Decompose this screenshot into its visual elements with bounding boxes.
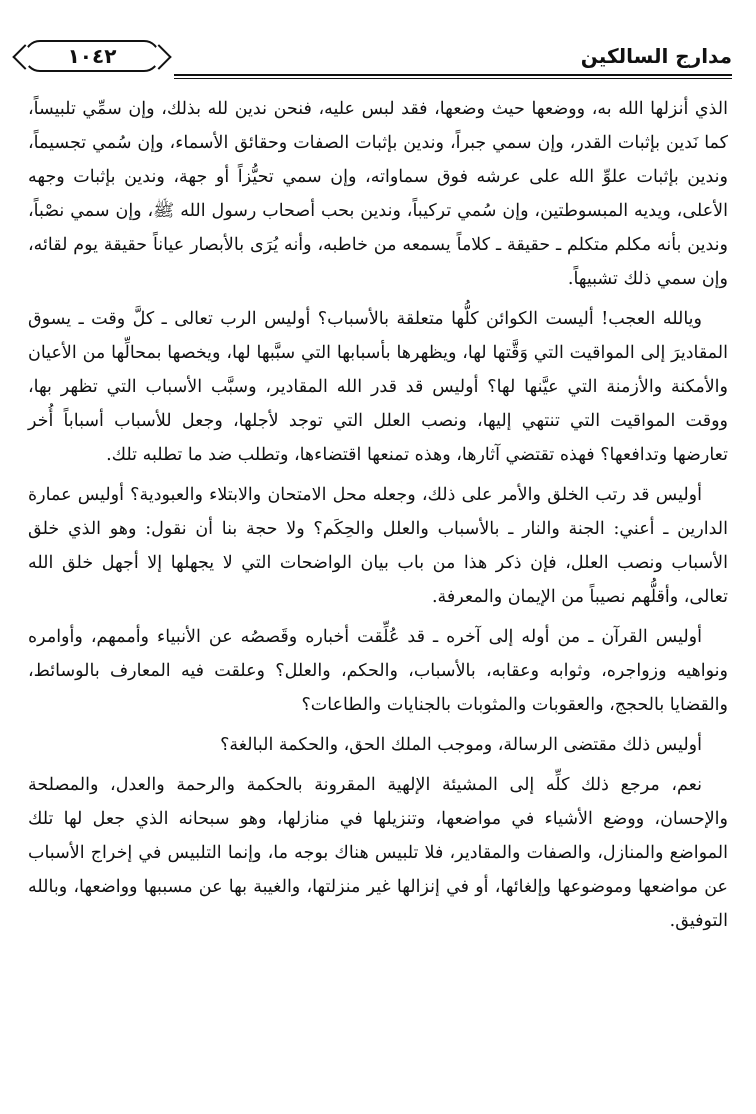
paragraph: ويالله العجب! أليست الكوائن كلُّها متعلقة بالأسباب؟ أوليس الرب تعالى ـ كلَّ وقت ـ يسوق المقاديرَ إلى المواقيت التي وَقَّتها لها، ويظهرها بأسبابها التي سبَّبها لها، ويخصها بمحالِّها من الأعيان والأمكنة والأزمنة التي عيَّنها لها؟ أوليس قد قدر الله المقادير، وسبَّب الأسباب التي تظهر بها، ووقت المواقيت التي تنتهي إليها، ونصب العلل التي توجد لأجلها، وجعل للأسباب أسباباً أُخر تعارضها وتدافعها؟ فهذه تقتضي آثارها، وهذه تمنعها اقتضاءها، وتطلب ضد ما تطلبه تلك. (28, 309, 728, 465)
paragraph: أوليس ذلك مقتضى الرسالة، وموجب الملك الحق، والحكمة البالغة؟ (220, 735, 702, 755)
paragraph: الذي أنزلها الله به، ووضعها حيث وضعها، فقد لبس عليه، فنحن ندين لله بذلك، وإن سمِّي تلبيساً، كما نَدين بإثبات القدر، وإن سمي جبراً، وندين بإثبات الصفات وحقائق الأسماء، وإن سُمي تجسيماً، وندين بإثبات علوِّ الله على عرشه فوق سماواته، وإن سمي تحيُّزاً أو جهة، وندين بإثبات وجهه الأعلى، ويديه المبسوطتين، وإن سُمي تركيباً، وندين بحب أصحاب رسول الله ﷺ، وإن سمي نصْباً، وندين بأنه مكلم متكلم ـ حقيقة ـ كلاماً يسمعه من خاطبه، وأنه يُرَى بالأبصار عياناً حقيقة يوم لقائه، وإن سمي ذلك تشبيهاً. (28, 99, 728, 289)
page-number-badge (24, 40, 160, 72)
paragraph: أوليس قد رتب الخلق والأمر على ذلك، وجعله محل الامتحان والابتلاء والعبودية؟ أوليس عمارة الدارين ـ أعني: الجنة والنار ـ بالأسباب والعلل والحِكَم؟ ولا حجة بنا أن نقول: وهو الذي خلق الأسباب ونصب العلل، فإن ذكر هذا من باب بيان الواضحات التي لا يجهلها إلا أجهل خلق الله تعالى، وأقلُّهم نصيباً من الإيمان والمعرفة. (28, 485, 728, 607)
page-body (28, 92, 728, 944)
header-rule (174, 74, 732, 76)
header-rule-thin (174, 78, 732, 79)
page-header (24, 38, 732, 80)
running-title: مدارج السالكين (580, 44, 732, 68)
paragraph: أوليس القرآن ـ من أوله إلى آخره ـ قد عُلِّقت أخباره وقَصصُه عن الأنبياء وأممهم، وأوامره ونواهيه وزواجره، وثوابه وعقابه، بالأسباب، والحكم، والعلل؟ وعلقت فيه المعارف بالوسائط، والقضايا بالحجج، والعقوبات والمثوبات بالجنايات والطاعات؟ (28, 627, 728, 715)
paragraph: نعم، مرجع ذلك كلِّه إلى المشيئة الإلهية المقرونة بالحكمة والرحمة والعدل، والمصلحة والإحسان، ووضع الأشياء في مواضعها، وتنزيلها في منازلها، وهو سبحانه الذي جعل لها تلك المواضع والمنازل، والصفات والمقادير، فلا تلبيس هناك بوجه ما، وإنما التلبيس في إخراج الأسباب عن مواضعها وموضوعها وإلغائها، أو في إنزالها غير منزلتها، والغيبة بها عن مسببها وواضعها، وبالله التوفيق. (28, 775, 728, 931)
page-number: ١٠٤٢ (67, 44, 117, 68)
